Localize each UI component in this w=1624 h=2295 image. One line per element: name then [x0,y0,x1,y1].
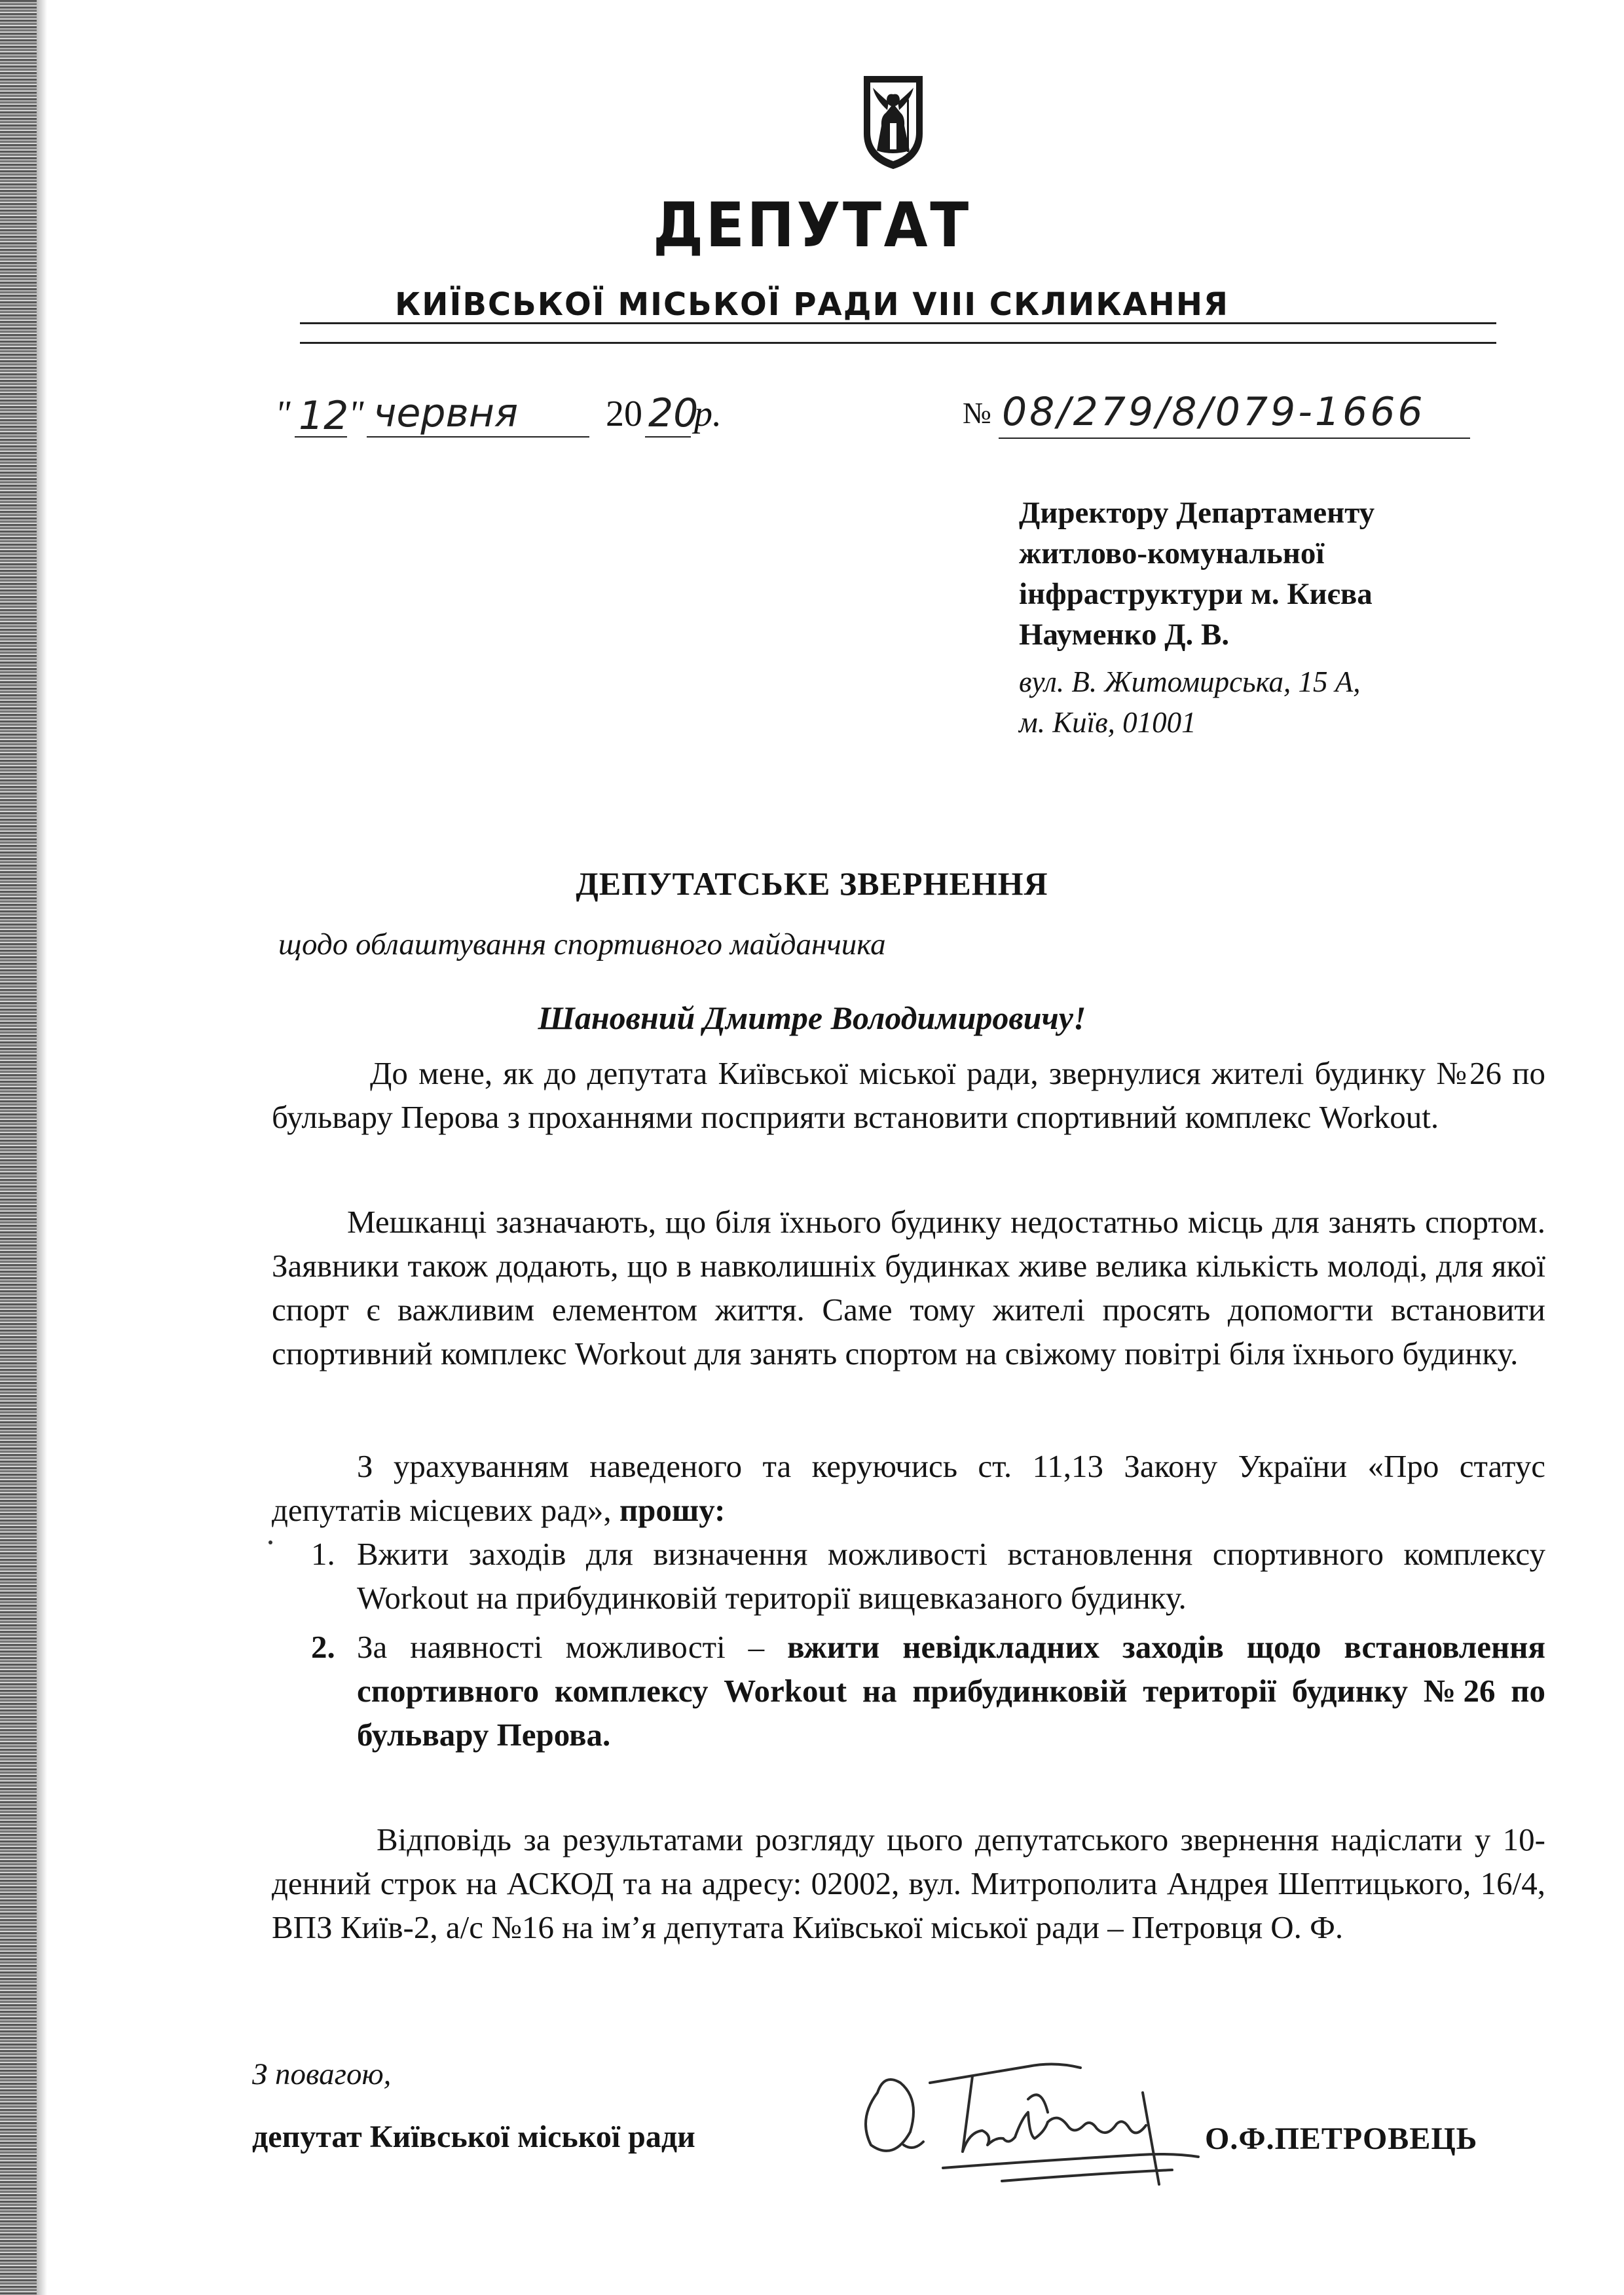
date-year-prefix: 20 [606,394,642,434]
header-subtitle: КИЇВСЬКОЇ МІСЬКОЇ РАДИ VIII СКЛИКАННЯ [395,286,1229,323]
document-subject: щодо облаштування спортивного майданчика [278,927,886,961]
address-line: м. Київ, 01001 [1019,706,1196,739]
header-title: ДЕПУТАТ [653,190,971,261]
registration-number-line [963,389,1486,445]
recipient-line: інфраструктури м. Києва [1019,577,1373,611]
list-item-text: Вжити заходів для визначення можливості встановлення спортивного комплексу Workout на прибудинковій території вищевказаного будинку. [357,1536,1545,1616]
date-line [275,390,773,445]
recipient-line: житлово-комунальної [1019,536,1325,570]
kyiv-coat-of-arms-icon [861,73,925,170]
list-item-number: 2. [311,1629,335,1665]
header-rule-top [300,322,1496,324]
request-intro-bold: прошу [619,1492,715,1528]
body-paragraph: До мене, як до депутата Київської міської ради, звернулися жителі будинку №26 по бульвару Перова з проханнями посприяти встановити спортивний комплекс Workout. [272,1055,1545,1135]
response-paragraph: Відповідь за результатами розгляду цього депутатського звернення надіслати у 10-денний строк на АСКОД та на адресу: 02002, вул. Митрополита Андрея Шептицького, 16/4, ВПЗ Київ-2, а/с №16 на ім’я депутата Київської міської ради – Петровця О. Ф. [272,1821,1545,1945]
recipient-block [1019,493,1375,655]
scan-edge-shadow [37,0,47,2295]
request-intro-text: З урахуванням наведеного та керуючись ст. 11,13 Закону України «Про статус депутатів місцевих рад», [272,1448,1545,1528]
list-item [272,1625,1545,1757]
request-intro-paragraph [272,1444,1545,1532]
body-paragraph: Мешканці зазначають, що біля їхнього будинку недостатньо місць для занять спортом. Заявники також додають, що в навколишніх будинках живе велика кількість молоді, для якої спорт є важливим елементом життя. Саме тому жителі просять допомогти встановити спортивний комплекс Workout для занять спортом на свіжому повітрі біля їхнього будинку. [272,1204,1545,1371]
address-line: вул. В. Житомирська, 15 А, [1019,665,1361,698]
scan-edge-artifact [0,0,37,2295]
date-open-quote: " [275,394,291,434]
list-item-text: За наявності можливості – [357,1629,788,1665]
signer-role: депутат Київської міської ради [252,2119,695,2154]
recipient-line: Директору Департаменту [1019,496,1375,530]
list-item [272,1532,1545,1620]
header-rule-bottom [300,342,1496,344]
request-list [272,1532,1545,1757]
date-month: червня [373,390,519,436]
date-year-mark: р. [694,394,722,434]
list-item-number: 1. [311,1536,335,1572]
document-title: ДЕПУТАТСЬКЕ ЗВЕРНЕННЯ [576,865,1048,902]
signer-name: О.Ф.ПЕТРОВЕЦЬ [1205,2121,1478,2156]
recipient-address [1019,662,1361,743]
number-sign: № [963,396,991,430]
request-intro-colon: : [714,1492,726,1528]
date-close-quote: " [348,394,364,434]
date-year-suffix: 20 [648,390,699,436]
date-day: 12 [299,393,349,439]
registration-number: 08/279/8/079-1666 [1002,389,1426,435]
handwritten-signature-icon [832,2021,1205,2217]
recipient-line: Науменко Д. В. [1019,618,1230,652]
closing-phrase: З повагою, [252,2057,392,2091]
salutation: Шановний Дмитре Володимировичу! [538,999,1086,1036]
list-item-bold-text: вжити невідкладних заходів щодо встановлення спортивного комплексу Workout на прибудинковій території будинку №26 по бульвару Перова. [357,1629,1545,1753]
